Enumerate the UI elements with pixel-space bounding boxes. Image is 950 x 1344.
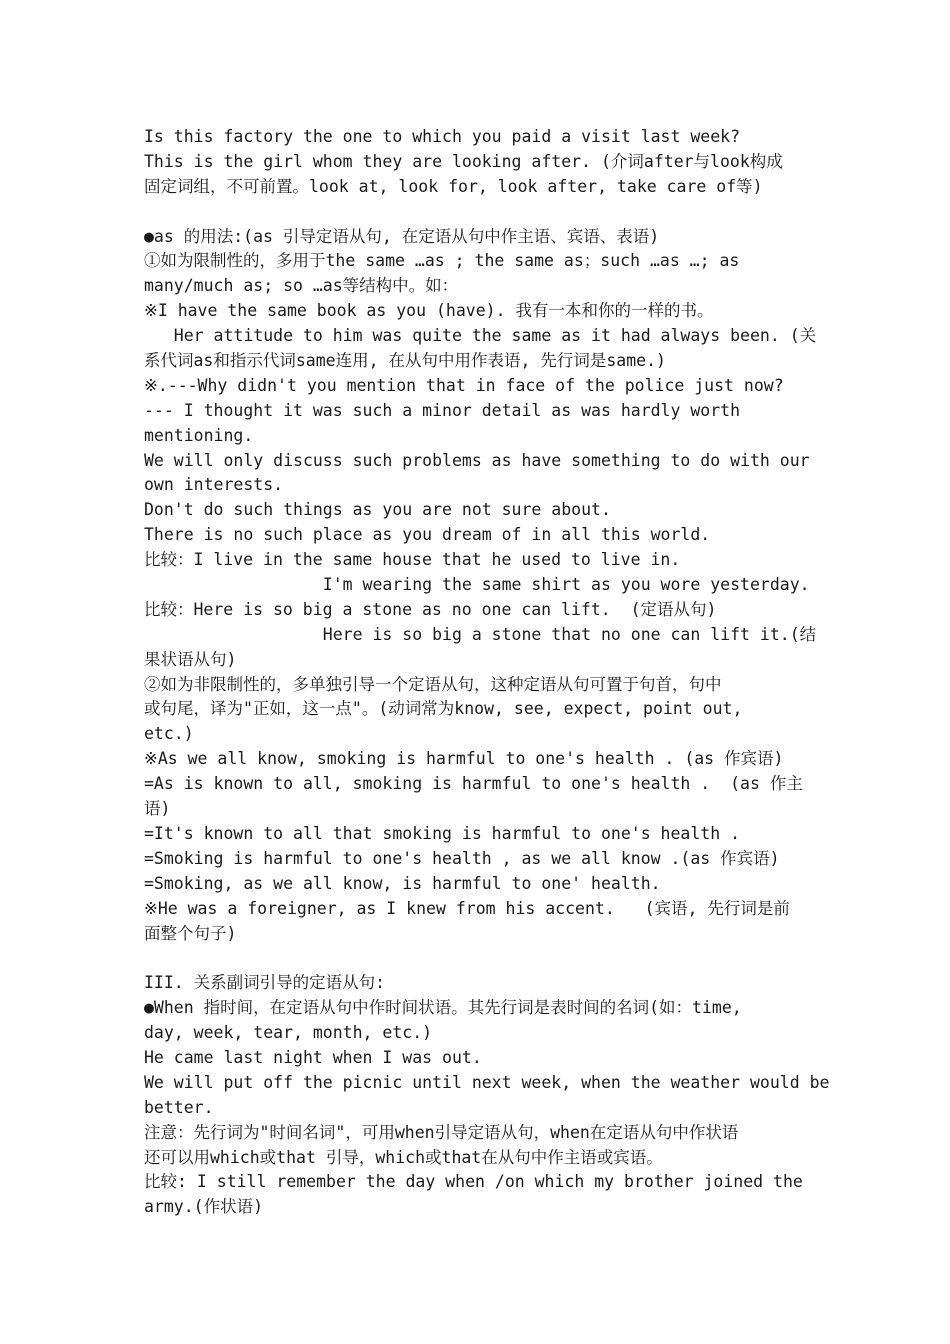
text-line: =Smoking, as we all know, is harmful to one' health. [144,873,661,893]
text-line: ※He was a foreigner, as I knew from his accent. (宾语, 先行词是前 [144,898,790,918]
text-line: 还可以用which或that 引导，which或that在从句中作主语或宾语。 [144,1147,663,1167]
text-line: 比较: I still remember the day when /on which my brother joined the [144,1172,803,1192]
text-line: --- I thought it was such a minor detail as was hardly worth [144,400,741,420]
section-as-usage [144,225,817,947]
text-line: better. [144,1097,214,1117]
text-line: =It's known to all that smoking is harmful to one's health . [144,823,741,843]
text-line: I'm wearing the same shirt as you wore yesterday. [144,575,810,595]
text-line: 比较：I live in the same house that he used to live in. [144,550,681,570]
text-line: 注意：先行词为"时间名词"，可用when引导定语从句，when在定语从句中作状语 [144,1122,739,1142]
text-line: This is the girl whom they are looking after. (介词after与look构成 [144,151,783,171]
text-line: day, week, tear, month, etc.) [144,1023,433,1043]
text-line: Here is so big a stone that no one can lift it.(结 [144,624,817,644]
text-line: =As is known to all, smoking is harmful to one's health . (as 作主 [144,774,803,794]
document-body [144,125,830,1220]
text-line: etc.) [144,724,194,744]
text-line: We will put off the picnic until next week, when the weather would be [144,1072,830,1092]
section-heading-as: ●as 的用法:(as 引导定语从句, 在定语从句中作主语、宾语、表语) [144,226,660,246]
text-line: He came last night when I was out. [144,1047,482,1067]
text-line: There is no such place as you dream of in all this world. [144,525,711,545]
text-line: own interests. [144,475,284,495]
text-line: ①如为限制性的，多用于the same …as ; the same as；such …as …; as [144,251,740,271]
text-line: Don't do such things as you are not sure about. [144,500,611,520]
example-paragraph-relative-pronouns [144,125,814,200]
text-line: ●When 指时间，在定语从句中作时间状语。其先行词是表时间的名词(如：time, [144,998,742,1018]
paragraph-gap [144,946,814,971]
text-line: Is this factory the one to which you paid a visit last week? [144,127,741,146]
text-line: 系代词as和指示代词same连用, 在从句中用作表语, 先行词是same.) [144,351,666,371]
text-line: 或句尾，译为"正如，这一点"。(动词常为know, see, expect, point out, [144,699,743,719]
text-line: =Smoking is harmful to one's health , as we all know .(as 作宾语) [144,848,780,868]
paragraph-gap [144,200,814,225]
text-line: 面整个句子) [144,923,237,943]
text-line: ※.---Why didn't you mention that in face of the police just now? [144,375,784,395]
text-line: ②如为非限制性的，多单独引导一个定语从句，这种定语从句可置于句首，句中 [144,674,722,694]
text-line: 固定词组，不可前置。look at, look for, look after, take care of等) [144,176,763,196]
text-line: 果状语从句) [144,649,237,669]
text-line: ※I have the same book as you (have). 我有一本和你的一样的书。 [144,301,714,321]
text-line: mentioning. [144,425,254,445]
text-line: army.(作状语) [144,1197,264,1217]
text-line: 语) [144,799,171,819]
text-line: Her attitude to him was quite the same as it had always been. (关 [144,326,817,346]
text-line: ※As we all know, smoking is harmful to one's health . (as 作宾语) [144,749,784,769]
text-line: We will only discuss such problems as have something to do with our [144,450,810,470]
text-line: 比较：Here is so big a stone as no one can lift. (定语从句) [144,599,717,619]
text-line: many/much as; so …as等结构中。如： [144,276,459,296]
section-heading-relative-adverbs: III. 关系副词引导的定语从句: [144,973,386,993]
section-relative-adverbs [144,971,830,1220]
